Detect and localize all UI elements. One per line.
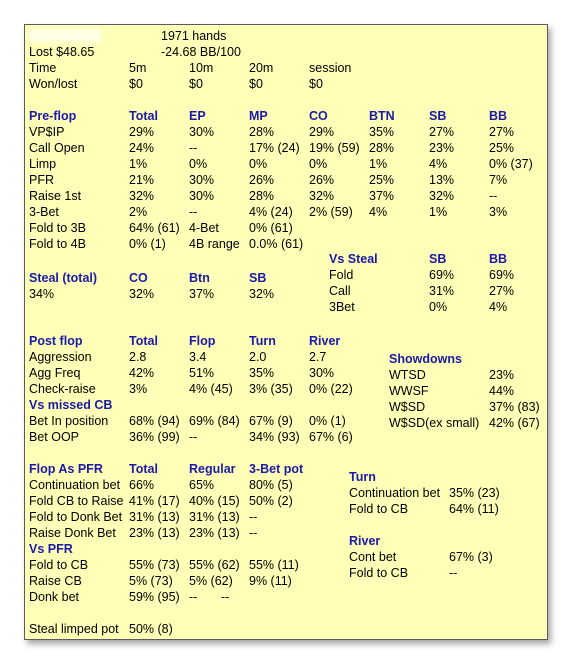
preflop-cell: 29%	[309, 125, 335, 139]
flop-pfr-row-label: Raise Donk Bet	[29, 526, 116, 540]
vs-steal-header-bb: BB	[489, 252, 508, 266]
flop-pfr-cell: 23% (13)	[129, 526, 180, 540]
wonlost-20m: $0	[249, 77, 263, 91]
preflop-cell: 64% (61)	[129, 221, 180, 235]
preflop-cell: 19% (59)	[309, 141, 360, 155]
flop-pfr-cell: 41% (17)	[129, 494, 180, 508]
vs-pfr-cell: 5% (62)	[189, 574, 233, 588]
preflop-cell: 30%	[189, 173, 215, 187]
preflop-cell: 26%	[309, 173, 335, 187]
preflop-cell: 4B range	[189, 237, 240, 251]
preflop-title: Pre-flop	[29, 109, 77, 123]
preflop-cell: 27%	[429, 125, 455, 139]
flop-pfr-cell: 31% (13)	[129, 510, 180, 524]
hands-count: 1971 hands	[161, 29, 227, 43]
showdown-row-label: W$SD(ex small)	[389, 416, 480, 430]
postflop-header-total: Total	[129, 334, 158, 348]
postflop-cell: 2.0	[249, 350, 267, 364]
vs-steal-row-label: Call	[329, 284, 351, 298]
preflop-cell: --	[189, 141, 198, 155]
preflop-row-label: 3-Bet	[29, 205, 59, 219]
preflop-cell: 1%	[429, 205, 448, 219]
steal-header-sb: SB	[249, 271, 267, 285]
preflop-cell: 0%	[309, 157, 328, 171]
flop-pfr-header-3bet: 3-Bet pot	[249, 462, 304, 476]
flop-pfr-cell: 65%	[189, 478, 215, 492]
preflop-cell: 23%	[429, 141, 455, 155]
postflop-row-label: Agg Freq	[29, 366, 81, 380]
preflop-cell: 25%	[369, 173, 395, 187]
missed-cb-cell: 36% (99)	[129, 430, 180, 444]
missed-cb-cell: 34% (93)	[249, 430, 300, 444]
preflop-header-mp: MP	[249, 109, 268, 123]
flop-pfr-row-label: Continuation bet	[29, 478, 121, 492]
postflop-header-river: River	[309, 334, 341, 348]
preflop-cell: 0%	[189, 157, 208, 171]
steal-sb-value: 32%	[249, 287, 275, 301]
preflop-cell: 32%	[309, 189, 335, 203]
preflop-cell: 25%	[489, 141, 515, 155]
vs-steal-cell: 69%	[429, 268, 455, 282]
wonlost-5m: $0	[129, 77, 143, 91]
showdown-value: 23%	[489, 368, 515, 382]
preflop-cell: 26%	[249, 173, 275, 187]
river-row-label: Cont bet	[349, 550, 397, 564]
preflop-cell: 1%	[129, 157, 148, 171]
preflop-cell: 30%	[189, 189, 215, 203]
vs-missed-cb-title: Vs missed CB	[29, 398, 113, 412]
steal-btn-value: 37%	[189, 287, 215, 301]
preflop-header-bb: BB	[489, 109, 508, 123]
flop-pfr-cell: 66%	[129, 478, 155, 492]
flop-pfr-title: Flop As PFR	[29, 462, 103, 476]
preflop-cell: 4%	[429, 157, 448, 171]
vs-pfr-cell: 5% (73)	[129, 574, 173, 588]
vs-pfr-cell: 55% (62)	[189, 558, 240, 572]
vs-pfr-row-label: Raise CB	[29, 574, 82, 588]
steal-header-btn: Btn	[189, 271, 210, 285]
vs-steal-title: Vs Steal	[329, 252, 378, 266]
postflop-cell: 42%	[129, 366, 155, 380]
missed-cb-cell: 68% (94)	[129, 414, 180, 428]
preflop-cell: 32%	[129, 189, 155, 203]
redacted-player-name	[29, 29, 101, 42]
flop-pfr-header-total: Total	[129, 462, 158, 476]
postflop-cell: 4% (45)	[189, 382, 233, 396]
preflop-cell: --	[189, 205, 198, 219]
showdown-value: 42% (67)	[489, 416, 540, 430]
vs-pfr-cell: --	[189, 590, 198, 604]
showdown-value: 44%	[489, 384, 515, 398]
preflop-cell: 13%	[429, 173, 455, 187]
showdown-row-label: WTSD	[389, 368, 426, 382]
missed-cb-cell: 67% (6)	[309, 430, 353, 444]
period-10m: 10m	[189, 61, 214, 75]
turn-value: 35% (23)	[449, 486, 500, 500]
vs-steal-cell: 0%	[429, 300, 448, 314]
preflop-cell: 0.0% (61)	[249, 237, 304, 251]
river-title: River	[349, 534, 381, 548]
preflop-cell: 35%	[369, 125, 395, 139]
period-session: session	[309, 61, 352, 75]
missed-cb-row-label: Bet OOP	[29, 430, 80, 444]
preflop-cell: 28%	[249, 125, 275, 139]
vs-steal-cell: 69%	[489, 268, 515, 282]
vs-steal-cell: 27%	[489, 284, 515, 298]
preflop-row-label: Limp	[29, 157, 57, 171]
preflop-cell: 28%	[369, 141, 395, 155]
river-value: 67% (3)	[449, 550, 493, 564]
preflop-cell: 3%	[489, 205, 508, 219]
steal-total-title: Steal (total)	[29, 271, 98, 285]
postflop-cell: 3% (35)	[249, 382, 293, 396]
preflop-row-label: Fold to 4B	[29, 237, 86, 251]
vs-steal-cell: 31%	[429, 284, 455, 298]
steal-limped-value: 50% (8)	[129, 622, 173, 636]
turn-title: Turn	[349, 470, 376, 484]
flop-pfr-row-label: Fold CB to Raise	[29, 494, 124, 508]
steal-co-value: 32%	[129, 287, 155, 301]
preflop-header-btn: BTN	[369, 109, 395, 123]
postflop-row-label: Check-raise	[29, 382, 96, 396]
postflop-cell: 3%	[129, 382, 148, 396]
flop-pfr-cell: --	[249, 510, 258, 524]
vs-steal-header-sb: SB	[429, 252, 447, 266]
flop-pfr-header-regular: Regular	[189, 462, 236, 476]
postflop-cell: 0% (22)	[309, 382, 353, 396]
postflop-row-label: Aggression	[29, 350, 92, 364]
wonlost-label: Won/lost	[29, 77, 78, 91]
missed-cb-cell: 67% (9)	[249, 414, 293, 428]
postflop-cell: 3.4	[189, 350, 207, 364]
preflop-cell: 2% (59)	[309, 205, 353, 219]
steal-header-co: CO	[129, 271, 148, 285]
preflop-cell: 7%	[489, 173, 508, 187]
preflop-cell: 17% (24)	[249, 141, 300, 155]
preflop-header-ep: EP	[189, 109, 206, 123]
showdowns-title: Showdowns	[389, 352, 462, 366]
river-value: --	[449, 566, 458, 580]
vs-pfr-cell: --	[221, 590, 230, 604]
vs-pfr-row-label: Fold to CB	[29, 558, 89, 572]
vs-steal-row-label: 3Bet	[329, 300, 355, 314]
postflop-header-flop: Flop	[189, 334, 216, 348]
turn-row-label: Continuation bet	[349, 486, 441, 500]
preflop-header-co: CO	[309, 109, 328, 123]
flop-pfr-cell: --	[249, 526, 258, 540]
preflop-cell: 0%	[249, 157, 268, 171]
preflop-cell: 37%	[369, 189, 395, 203]
wonlost-10m: $0	[189, 77, 203, 91]
postflop-cell: 35%	[249, 366, 275, 380]
vs-pfr-cell: 55% (11)	[249, 558, 299, 572]
preflop-row-label: VP$IP	[29, 125, 65, 139]
preflop-cell: 0% (1)	[129, 237, 166, 251]
period-5m: 5m	[129, 61, 147, 75]
preflop-cell: 21%	[129, 173, 155, 187]
showdown-row-label: W$SD	[389, 400, 426, 414]
bb-per-100: -24.68 BB/100	[161, 45, 241, 59]
flop-pfr-row-label: Fold to Donk Bet	[29, 510, 123, 524]
vs-pfr-cell: 55% (73)	[129, 558, 180, 572]
preflop-cell: 4%	[369, 205, 388, 219]
steal-limped-label: Steal limped pot	[29, 622, 119, 636]
vs-pfr-cell: 59% (95)	[129, 590, 180, 604]
missed-cb-cell: --	[189, 430, 198, 444]
preflop-row-label: Fold to 3B	[29, 221, 86, 235]
postflop-cell: 51%	[189, 366, 215, 380]
preflop-cell: 28%	[249, 189, 275, 203]
preflop-cell: 4% (24)	[249, 205, 293, 219]
steal-total-value: 34%	[29, 287, 55, 301]
preflop-cell: 32%	[429, 189, 455, 203]
vs-steal-row-label: Fold	[329, 268, 354, 282]
postflop-cell: 30%	[309, 366, 335, 380]
preflop-cell: --	[489, 189, 498, 203]
vs-pfr-cell: 9% (11)	[249, 574, 292, 588]
time-label: Time	[29, 61, 57, 75]
preflop-cell: 27%	[489, 125, 515, 139]
preflop-row-label: Call Open	[29, 141, 85, 155]
preflop-header-sb: SB	[429, 109, 447, 123]
flop-pfr-cell: 23% (13)	[189, 526, 240, 540]
lost-amount: Lost $48.65	[29, 45, 95, 59]
flop-pfr-cell: 40% (15)	[189, 494, 240, 508]
postflop-header-turn: Turn	[249, 334, 276, 348]
hud-stats-tooltip	[24, 24, 548, 640]
preflop-cell: 24%	[129, 141, 155, 155]
preflop-header-total: Total	[129, 109, 158, 123]
period-20m: 20m	[249, 61, 274, 75]
turn-row-label: Fold to CB	[349, 502, 409, 516]
turn-value: 64% (11)	[449, 502, 499, 516]
postflop-cell: 2.7	[309, 350, 327, 364]
wonlost-session: $0	[309, 77, 323, 91]
postflop-title: Post flop	[29, 334, 83, 348]
missed-cb-cell: 69% (84)	[189, 414, 240, 428]
river-row-label: Fold to CB	[349, 566, 409, 580]
preflop-cell: 1%	[369, 157, 388, 171]
flop-pfr-cell: 50% (2)	[249, 494, 293, 508]
missed-cb-cell: 0% (1)	[309, 414, 346, 428]
postflop-cell: 2.8	[129, 350, 147, 364]
preflop-cell: 4-Bet	[189, 221, 219, 235]
vs-pfr-row-label: Donk bet	[29, 590, 80, 604]
preflop-cell: 30%	[189, 125, 215, 139]
showdown-value: 37% (83)	[489, 400, 540, 414]
showdown-row-label: WWSF	[389, 384, 429, 398]
preflop-row-label: Raise 1st	[29, 189, 82, 203]
preflop-cell: 29%	[129, 125, 155, 139]
vs-steal-cell: 4%	[489, 300, 508, 314]
preflop-cell: 0% (61)	[249, 221, 293, 235]
flop-pfr-cell: 80% (5)	[249, 478, 293, 492]
missed-cb-row-label: Bet In position	[29, 414, 109, 428]
preflop-row-label: PFR	[29, 173, 54, 187]
vs-pfr-title: Vs PFR	[29, 542, 73, 556]
preflop-cell: 2%	[129, 205, 148, 219]
preflop-cell: 0% (37)	[489, 157, 533, 171]
flop-pfr-cell: 31% (13)	[189, 510, 240, 524]
